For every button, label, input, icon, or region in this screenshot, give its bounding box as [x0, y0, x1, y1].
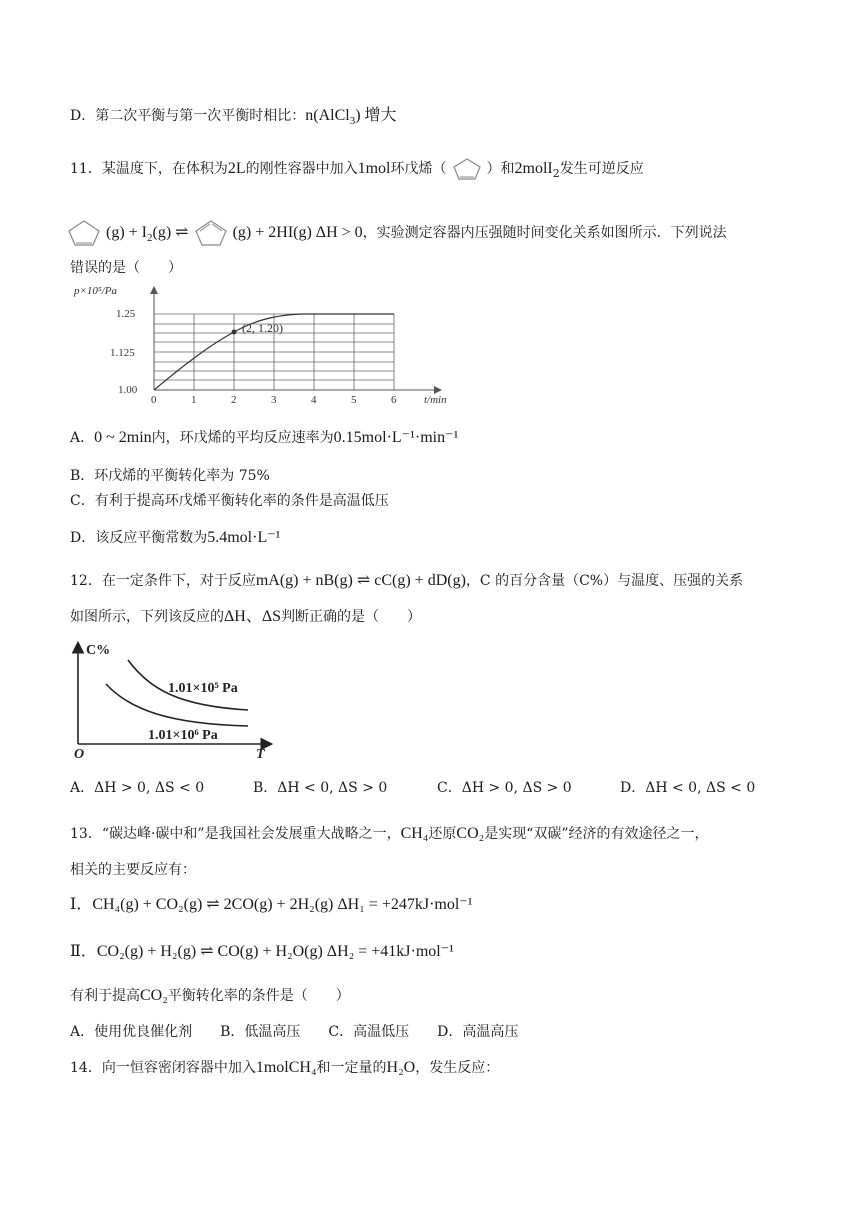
q13-question: 有利于提高CO₂平衡转化率的条件是（ ） — [70, 987, 350, 1004]
q14-stem-line1: 14．向一恒容密闭容器中加入1molCH₄和一定量的H₂O，发生反应： — [70, 1059, 500, 1076]
cyclopentene-icon — [62, 218, 106, 248]
q12-option-b: B．ΔH < 0, ΔS > 0 — [253, 780, 388, 796]
q10-option-d — [70, 106, 397, 131]
curve-label: 1.01×10⁵ Pa — [168, 681, 238, 696]
q11-pressure-chart — [72, 282, 472, 404]
option-text: D．第二次平衡与第一次平衡时相比： — [70, 108, 306, 124]
q12-option-c: C．ΔH > 0, ΔS > 0 — [437, 780, 572, 796]
x-tick: 3 — [271, 394, 277, 404]
q11-option-b: B．环戊烯的平衡转化率为 75% — [70, 468, 270, 484]
y-tick: 1.125 — [110, 347, 135, 359]
x-tick: 5 — [351, 394, 357, 404]
math-formula: n(AlCl$_3$) 增大 — [305, 107, 397, 128]
q11-option-d: D．该反应平衡常数为5.4mol·L⁻¹ — [70, 529, 281, 546]
y-tick: 1.25 — [116, 308, 136, 320]
data-point — [232, 330, 237, 335]
x-axis-label: t/min — [424, 394, 447, 404]
x-axis-label: T — [256, 747, 265, 760]
q11-equation: $(g) + I_2(g)$ ⇌ (g) + 2HI(g) ΔH > 0，实验测定容器内压强随时间变化关系如图所示．下列说法 — [62, 218, 727, 248]
point-label: (2, 1.20) — [242, 321, 283, 335]
origin-label: O — [74, 747, 85, 760]
q13-stem-line2: 相关的主要反应有： — [70, 862, 196, 878]
curve-label: 1.01×10⁶ Pa — [148, 728, 218, 743]
q13-reaction-ii: Ⅱ．CO₂(g) + H₂(g) ⇌ CO(g) + H₂O(g) ΔH₂ = +41kJ·mol⁻¹ — [70, 943, 454, 960]
y-tick: 1.00 — [118, 384, 138, 396]
y-axis-label: C% — [86, 643, 111, 658]
q12-option-a: A．ΔH > 0, ΔS < 0 — [70, 780, 205, 796]
x-tick: 0 — [151, 394, 157, 404]
q12-stem-line2: 如图所示，下列该反应的ΔH、ΔS判断正确的是（ ） — [70, 608, 422, 625]
q13-options: A．使用优良催化剂 B．低温高压 C．高温低压 D．高温高压 — [70, 1024, 519, 1040]
q12-option-d: D．ΔH < 0, ΔS < 0 — [620, 780, 756, 796]
q12-percent-chart — [70, 640, 280, 760]
q13-stem-line1: 13．“碳达峰·碳中和”是我国社会发展重大战略之一，CH₄还原CO₂是实现“双碳”经济的有效途径之一， — [70, 825, 709, 842]
q12-stem-line1: 12．在一定条件下，对于反应mA(g) + nB(g) ⇌ cC(g) + dD(g)，C 的百分含量（C%）与温度、压强的关系 — [70, 572, 744, 589]
x-tick: 2 — [231, 394, 237, 404]
x-tick: 6 — [391, 394, 397, 404]
x-tick: 4 — [311, 394, 317, 404]
q11-option-c: C．有利于提高环戊烯平衡转化率的条件是高温低压 — [70, 493, 389, 509]
cyclopentadiene-icon — [189, 218, 233, 248]
q11-stem-line1: 11．某温度下，在体积为2L的刚性容器中加入1mol环戊烯（ ）和2molI$_2$发生可逆反应 — [70, 156, 644, 184]
y-axis-label: p×10⁵/Pa — [74, 285, 118, 297]
q13-reaction-i: Ⅰ．CH₄(g) + CO₂(g) ⇌ 2CO(g) + 2H₂(g) ΔH₁ = +247kJ·mol⁻¹ — [70, 896, 473, 913]
q11-stem-line3: 错误的是（ ） — [70, 260, 182, 276]
x-tick: 1 — [191, 394, 197, 404]
cyclopentene-icon — [447, 156, 487, 182]
q11-option-a: A．0 ~ 2min内，环戊烯的平均反应速率为0.15mol·L⁻¹·min⁻¹ — [70, 429, 459, 446]
